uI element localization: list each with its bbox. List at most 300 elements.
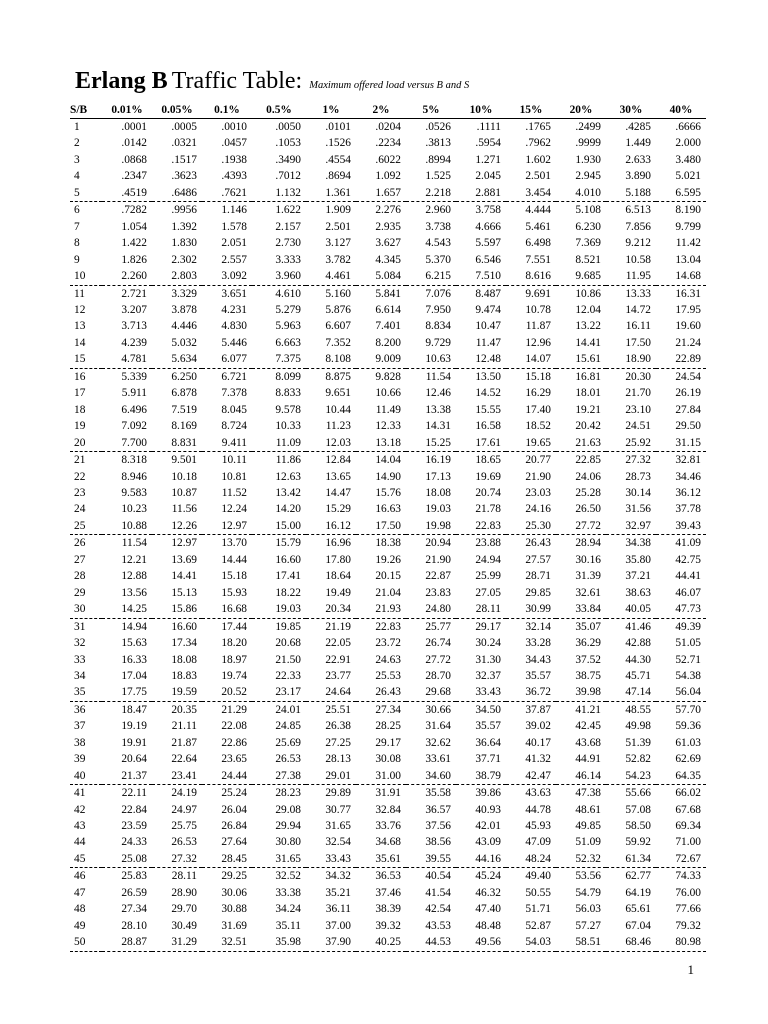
traffic-value-cell: 77.66 — [675, 903, 701, 916]
traffic-value-cell: 13.65 — [325, 470, 351, 483]
traffic-value-cell: 29.50 — [675, 420, 701, 433]
traffic-value-cell: 26.74 — [425, 637, 451, 650]
traffic-value-cell: .0005 — [171, 121, 197, 133]
table-row — [70, 318, 706, 334]
traffic-value-cell: 2.276 — [375, 204, 401, 217]
traffic-value-cell: 33.84 — [556, 601, 606, 618]
column-header: 40% — [656, 101, 706, 119]
traffic-value-cell: 42.47 — [506, 768, 556, 785]
traffic-value-cell: 29.94 — [275, 820, 301, 833]
traffic-value-cell: 3.127 — [325, 237, 351, 250]
server-count-cell: 19 — [74, 420, 86, 433]
traffic-value-cell: 21.11 — [171, 720, 197, 733]
table-row — [70, 302, 706, 318]
table-row — [70, 435, 706, 452]
traffic-value-cell: 36.29 — [575, 637, 601, 650]
server-count-cell: 41 — [74, 787, 86, 800]
traffic-value-cell: 28.90 — [171, 886, 197, 899]
traffic-value-cell: 2.960 — [425, 204, 451, 217]
traffic-value-cell: 17.61 — [456, 435, 506, 452]
traffic-value-cell: 7.510 — [456, 268, 506, 285]
traffic-value-cell: .5954 — [475, 137, 501, 150]
traffic-value-cell: 56.04 — [656, 684, 706, 701]
traffic-value-cell: 8.834 — [425, 320, 451, 333]
traffic-value-cell: 22.84 — [121, 803, 147, 816]
server-count-cell: 44 — [74, 836, 86, 849]
traffic-value-cell: 9.578 — [275, 403, 301, 416]
server-count-cell: 1 — [74, 121, 80, 133]
traffic-value-cell: 42.75 — [675, 553, 701, 566]
traffic-value-cell: 9.212 — [625, 237, 651, 250]
traffic-value-cell: 10.63 — [406, 351, 456, 368]
traffic-value-cell: 19.49 — [325, 586, 351, 599]
table-header-row — [70, 101, 706, 119]
server-count-cell: 42 — [74, 803, 86, 816]
table-row — [70, 119, 706, 136]
traffic-value-cell: 5.446 — [221, 336, 247, 349]
traffic-value-cell: 4.830 — [221, 320, 247, 333]
traffic-value-cell: 23.03 — [525, 486, 551, 499]
traffic-value-cell: .0868 — [121, 153, 147, 166]
table-row — [70, 469, 706, 485]
traffic-value-cell: 24.16 — [525, 503, 551, 516]
table-row — [70, 585, 706, 601]
traffic-value-cell: 7.378 — [221, 387, 247, 400]
traffic-value-cell: 27.72 — [556, 518, 606, 535]
traffic-value-cell: 41.54 — [425, 886, 451, 899]
traffic-value-cell: 26.38 — [325, 720, 351, 733]
server-count-cell: 21 — [74, 454, 86, 467]
traffic-value-cell: 15.76 — [375, 486, 401, 499]
server-count-cell: 27 — [74, 553, 86, 566]
traffic-value-cell: 4.010 — [556, 185, 606, 202]
traffic-value-cell: 27.72 — [425, 653, 451, 666]
traffic-value-cell: 29.68 — [406, 684, 456, 701]
traffic-value-cell: 15.79 — [275, 537, 301, 550]
traffic-value-cell: 18.97 — [221, 653, 247, 666]
traffic-value-cell: 45.93 — [525, 820, 551, 833]
table-row — [70, 351, 706, 368]
traffic-value-cell: 10.58 — [625, 253, 651, 266]
traffic-value-cell: 52.87 — [525, 919, 551, 932]
traffic-value-cell: 44.78 — [525, 803, 551, 816]
traffic-value-cell: 31.00 — [356, 768, 406, 785]
traffic-value-cell: 59.36 — [675, 720, 701, 733]
server-count-cell: 24 — [74, 503, 86, 516]
traffic-value-cell: 8.833 — [275, 387, 301, 400]
traffic-value-cell: 32.54 — [325, 836, 351, 849]
traffic-value-cell: 29.70 — [171, 903, 197, 916]
traffic-value-cell: 44.41 — [675, 570, 701, 583]
traffic-value-cell: 26.04 — [221, 803, 247, 816]
traffic-value-cell: 3.890 — [625, 170, 651, 183]
traffic-value-cell: 72.67 — [656, 851, 706, 868]
traffic-value-cell: 13.18 — [356, 435, 406, 452]
traffic-value-cell: 5.461 — [525, 220, 551, 233]
traffic-value-cell: 42.01 — [475, 820, 501, 833]
traffic-value-cell: 16.58 — [475, 420, 501, 433]
traffic-value-cell: 5.084 — [356, 268, 406, 285]
traffic-value-cell: 22.33 — [275, 669, 301, 682]
traffic-value-cell: 22.91 — [325, 653, 351, 666]
traffic-value-cell: 25.08 — [102, 851, 152, 868]
traffic-value-cell: 26.43 — [525, 537, 551, 550]
traffic-value-cell: 10.87 — [171, 486, 197, 499]
traffic-value-cell: 24.51 — [625, 420, 651, 433]
traffic-value-cell: 23.72 — [375, 637, 401, 650]
table-row — [70, 185, 706, 202]
traffic-value-cell: 11.86 — [275, 454, 301, 467]
traffic-value-cell: 29.85 — [525, 586, 551, 599]
traffic-value-cell: 6.663 — [275, 336, 301, 349]
traffic-value-cell: 17.95 — [675, 303, 701, 316]
traffic-value-cell: 3.480 — [675, 153, 701, 166]
traffic-value-cell: 6.496 — [121, 403, 147, 416]
traffic-value-cell: 19.59 — [152, 684, 202, 701]
traffic-value-cell: 7.519 — [171, 403, 197, 416]
traffic-value-cell: 16.31 — [675, 287, 701, 300]
traffic-value-cell: 13.70 — [221, 537, 247, 550]
traffic-value-cell: 17.44 — [221, 620, 247, 633]
traffic-value-cell: 1.578 — [221, 220, 247, 233]
traffic-value-cell: .4554 — [325, 153, 351, 166]
column-header: 30% — [606, 101, 656, 119]
traffic-value-cell: 71.00 — [675, 836, 701, 849]
traffic-value-cell: 37.78 — [675, 503, 701, 516]
traffic-value-cell: 24.85 — [275, 720, 301, 733]
traffic-value-cell: 7.856 — [625, 220, 651, 233]
traffic-value-cell: 29.25 — [221, 870, 247, 883]
traffic-value-cell: 1.602 — [525, 153, 551, 166]
column-header: 0.1% — [202, 101, 252, 119]
erlang-b-table — [70, 101, 706, 952]
traffic-value-cell: 40.17 — [525, 736, 551, 749]
traffic-value-cell: 14.04 — [375, 454, 401, 467]
traffic-value-cell: 3.333 — [275, 253, 301, 266]
table-row — [70, 618, 706, 635]
traffic-value-cell: 37.71 — [475, 753, 501, 766]
traffic-value-cell: 31.29 — [152, 934, 202, 951]
traffic-value-cell: 18.64 — [325, 570, 351, 583]
traffic-value-cell: 11.87 — [525, 320, 551, 333]
traffic-value-cell: 32.62 — [425, 736, 451, 749]
traffic-value-cell: 53.56 — [575, 870, 601, 883]
page-number: 1 — [687, 962, 694, 977]
server-count-cell: 49 — [74, 919, 86, 932]
traffic-value-cell: 22.85 — [575, 454, 601, 467]
traffic-value-cell: 8.831 — [152, 435, 202, 452]
traffic-value-cell: .7621 — [202, 185, 252, 202]
traffic-value-cell: 18.47 — [121, 703, 147, 716]
table-row — [70, 885, 706, 901]
traffic-value-cell: 8.875 — [325, 370, 351, 383]
traffic-value-cell: 25.53 — [375, 669, 401, 682]
traffic-value-cell: 11.56 — [171, 503, 197, 516]
traffic-value-cell: 15.13 — [171, 586, 197, 599]
traffic-value-cell: 3.960 — [252, 268, 306, 285]
traffic-value-cell: 20.68 — [275, 637, 301, 650]
traffic-value-cell: 35.80 — [625, 553, 651, 566]
traffic-value-cell: .0142 — [121, 137, 147, 150]
traffic-value-cell: .9956 — [171, 204, 197, 217]
traffic-value-cell: 19.21 — [575, 403, 601, 416]
traffic-value-cell: 5.339 — [121, 370, 147, 383]
traffic-value-cell: 15.25 — [406, 435, 456, 452]
traffic-value-cell: 34.32 — [325, 870, 351, 883]
traffic-value-cell: 30.66 — [425, 703, 451, 716]
traffic-value-cell: 12.96 — [525, 336, 551, 349]
traffic-value-cell: 35.21 — [325, 886, 351, 899]
traffic-value-cell: 48.55 — [625, 703, 651, 716]
traffic-value-cell: 3.627 — [375, 237, 401, 250]
traffic-value-cell: 28.10 — [121, 919, 147, 932]
traffic-value-cell: 9.691 — [525, 287, 551, 300]
traffic-value-cell: 30.99 — [506, 601, 556, 618]
traffic-value-cell: 18.38 — [375, 537, 401, 550]
traffic-value-cell: 45.24 — [475, 870, 501, 883]
server-count-cell: 35 — [70, 684, 102, 701]
traffic-value-cell: 24.80 — [406, 601, 456, 618]
table-row — [70, 652, 706, 668]
traffic-value-cell: 56.03 — [575, 903, 601, 916]
traffic-value-cell: 28.70 — [425, 669, 451, 682]
traffic-value-cell: 33.43 — [456, 684, 506, 701]
traffic-value-cell: 5.160 — [325, 287, 351, 300]
traffic-value-cell: 22.11 — [121, 787, 147, 800]
traffic-value-cell: 39.86 — [475, 787, 501, 800]
traffic-value-cell: 46.07 — [675, 586, 701, 599]
traffic-value-cell: 79.32 — [675, 919, 701, 932]
server-count-cell: 34 — [74, 669, 86, 682]
title-regular: Traffic Table: — [171, 68, 303, 94]
traffic-value-cell: .7962 — [525, 137, 551, 150]
traffic-value-cell: 16.68 — [202, 601, 252, 618]
traffic-value-cell: 1.146 — [221, 204, 247, 217]
table-row — [70, 368, 706, 385]
traffic-value-cell: 30.14 — [625, 486, 651, 499]
table-row — [70, 402, 706, 418]
traffic-value-cell: 51.09 — [575, 836, 601, 849]
traffic-value-cell: 34.68 — [375, 836, 401, 849]
server-count-cell: 9 — [74, 253, 80, 266]
table-row — [70, 684, 706, 701]
server-count-cell: 10 — [70, 268, 102, 285]
traffic-value-cell: 19.65 — [506, 435, 556, 452]
traffic-value-cell: 2.633 — [625, 153, 651, 166]
column-header: 20% — [556, 101, 606, 119]
server-count-cell: 40 — [70, 768, 102, 785]
traffic-value-cell: 17.41 — [275, 570, 301, 583]
traffic-value-cell: 3.713 — [121, 320, 147, 333]
traffic-value-cell: 10.88 — [102, 518, 152, 535]
traffic-value-cell: 2.881 — [456, 185, 506, 202]
traffic-value-cell: 48.61 — [575, 803, 601, 816]
traffic-value-cell: 1.392 — [171, 220, 197, 233]
traffic-value-cell: 24.63 — [375, 653, 401, 666]
traffic-value-cell: 51.39 — [625, 736, 651, 749]
traffic-value-cell: 24.01 — [275, 703, 301, 716]
traffic-value-cell: 14.31 — [425, 420, 451, 433]
traffic-value-cell: 18.52 — [525, 420, 551, 433]
traffic-value-cell: 32.51 — [202, 934, 252, 951]
traffic-value-cell: 6.077 — [202, 351, 252, 368]
traffic-value-cell: 57.08 — [625, 803, 651, 816]
traffic-value-cell: 6.546 — [475, 253, 501, 266]
traffic-value-cell: 61.03 — [675, 736, 701, 749]
traffic-value-cell: 28.11 — [456, 601, 506, 618]
traffic-value-cell: 28.71 — [525, 570, 551, 583]
table-row — [70, 418, 706, 434]
traffic-value-cell: 8.099 — [275, 370, 301, 383]
traffic-value-cell: 15.86 — [152, 601, 202, 618]
traffic-value-cell: 41.21 — [575, 703, 601, 716]
table-row — [70, 285, 706, 302]
traffic-value-cell: 30.08 — [375, 753, 401, 766]
table-row — [70, 568, 706, 584]
traffic-value-cell: 24.64 — [306, 684, 356, 701]
traffic-value-cell: .1111 — [476, 121, 501, 133]
traffic-value-cell: 31.39 — [575, 570, 601, 583]
server-count-cell: 36 — [74, 703, 86, 716]
traffic-value-cell: 25.30 — [506, 518, 556, 535]
traffic-value-cell: 9.651 — [325, 387, 351, 400]
traffic-value-cell: 64.35 — [656, 768, 706, 785]
traffic-value-cell: 49.39 — [675, 620, 701, 633]
traffic-value-cell: 65.61 — [625, 903, 651, 916]
traffic-value-cell: 23.77 — [325, 669, 351, 682]
traffic-value-cell: 12.03 — [306, 435, 356, 452]
traffic-value-cell: .6486 — [152, 185, 202, 202]
server-count-cell: 47 — [74, 886, 86, 899]
traffic-value-cell: 7.551 — [525, 253, 551, 266]
traffic-value-cell: 2.935 — [375, 220, 401, 233]
traffic-value-cell: 7.401 — [375, 320, 401, 333]
traffic-value-cell: 26.53 — [171, 836, 197, 849]
traffic-value-cell: 6.513 — [625, 204, 651, 217]
traffic-value-cell: 50.55 — [525, 886, 551, 899]
table-row — [70, 718, 706, 734]
traffic-value-cell: 20.15 — [375, 570, 401, 583]
traffic-value-cell: 5.841 — [375, 287, 401, 300]
traffic-value-cell: 3.092 — [202, 268, 252, 285]
traffic-value-cell: 31.65 — [252, 851, 306, 868]
traffic-value-cell: 37.21 — [625, 570, 651, 583]
traffic-value-cell: 27.34 — [375, 703, 401, 716]
traffic-value-cell: 1.830 — [171, 237, 197, 250]
traffic-value-cell: 2.260 — [102, 268, 152, 285]
traffic-value-cell: 40.93 — [475, 803, 501, 816]
traffic-value-cell: 38.63 — [625, 586, 651, 599]
traffic-value-cell: 5.370 — [425, 253, 451, 266]
traffic-value-cell: 46.14 — [556, 768, 606, 785]
traffic-value-cell: 14.25 — [102, 601, 152, 618]
traffic-value-cell: 14.90 — [375, 470, 401, 483]
traffic-value-cell: 28.73 — [625, 470, 651, 483]
traffic-value-cell: .0001 — [121, 121, 147, 133]
traffic-value-cell: .6666 — [675, 121, 701, 133]
traffic-value-cell: 15.93 — [221, 586, 247, 599]
server-count-cell: 32 — [74, 637, 86, 650]
server-count-cell: 37 — [74, 720, 86, 733]
table-row — [70, 252, 706, 268]
traffic-value-cell: 32.14 — [525, 620, 551, 633]
traffic-value-cell: 2.803 — [152, 268, 202, 285]
traffic-value-cell: 15.00 — [252, 518, 306, 535]
traffic-value-cell: .1517 — [171, 153, 197, 166]
traffic-value-cell: 4.610 — [275, 287, 301, 300]
traffic-value-cell: 41.09 — [675, 537, 701, 550]
table-row — [70, 535, 706, 552]
traffic-value-cell: 17.80 — [325, 553, 351, 566]
traffic-value-cell: .2234 — [375, 137, 401, 150]
traffic-value-cell: 23.83 — [425, 586, 451, 599]
traffic-value-cell: 32.52 — [275, 870, 301, 883]
traffic-value-cell: .0050 — [275, 121, 301, 133]
traffic-value-cell: 29.08 — [275, 803, 301, 816]
traffic-value-cell: 10.11 — [221, 454, 247, 467]
traffic-value-cell: 27.34 — [121, 903, 147, 916]
traffic-value-cell: 1.525 — [425, 170, 451, 183]
traffic-value-cell: 6.498 — [525, 237, 551, 250]
traffic-value-cell: 6.595 — [656, 185, 706, 202]
table-row — [70, 818, 706, 834]
traffic-value-cell: 47.40 — [475, 903, 501, 916]
traffic-value-cell: 13.42 — [275, 486, 301, 499]
traffic-value-cell: 47.38 — [575, 787, 601, 800]
traffic-value-cell: 2.045 — [475, 170, 501, 183]
traffic-value-cell: 21.93 — [356, 601, 406, 618]
traffic-value-cell: 37.56 — [425, 820, 451, 833]
column-header: 1% — [306, 101, 356, 119]
traffic-value-cell: 31.56 — [625, 503, 651, 516]
traffic-value-cell: 9.583 — [121, 486, 147, 499]
traffic-value-cell: 12.63 — [275, 470, 301, 483]
traffic-value-cell: 25.28 — [575, 486, 601, 499]
traffic-value-cell: 19.74 — [221, 669, 247, 682]
traffic-value-cell: 20.42 — [575, 420, 601, 433]
traffic-value-cell: .4519 — [102, 185, 152, 202]
traffic-value-cell: 49.98 — [625, 720, 651, 733]
traffic-value-cell: 27.05 — [475, 586, 501, 599]
traffic-value-cell: 14.72 — [625, 303, 651, 316]
traffic-value-cell: 31.30 — [475, 653, 501, 666]
title-bold: Erlang B — [75, 68, 168, 94]
traffic-value-cell: 23.10 — [625, 403, 651, 416]
traffic-value-cell: 29.17 — [375, 736, 401, 749]
traffic-value-cell: 24.54 — [675, 370, 701, 383]
traffic-value-cell: 43.09 — [475, 836, 501, 849]
traffic-value-cell: .3623 — [171, 170, 197, 183]
traffic-value-cell: 1.422 — [121, 237, 147, 250]
traffic-value-cell: 7.375 — [252, 351, 306, 368]
traffic-value-cell: 19.85 — [275, 620, 301, 633]
traffic-value-cell: 28.25 — [375, 720, 401, 733]
traffic-value-cell: 80.98 — [656, 934, 706, 951]
traffic-value-cell: 30.16 — [575, 553, 601, 566]
traffic-value-cell: 27.32 — [152, 851, 202, 868]
traffic-value-cell: 21.90 — [425, 553, 451, 566]
traffic-value-cell: 23.41 — [152, 768, 202, 785]
server-count-cell: 48 — [74, 903, 86, 916]
traffic-value-cell: 19.03 — [425, 503, 451, 516]
traffic-value-cell: 12.46 — [425, 387, 451, 400]
server-count-cell: 7 — [74, 220, 80, 233]
traffic-value-cell: .1765 — [525, 121, 551, 133]
traffic-value-cell: 28.87 — [102, 934, 152, 951]
traffic-value-cell: 10.33 — [275, 420, 301, 433]
traffic-value-cell: .3490 — [275, 153, 301, 166]
traffic-value-cell: 3.454 — [506, 185, 556, 202]
